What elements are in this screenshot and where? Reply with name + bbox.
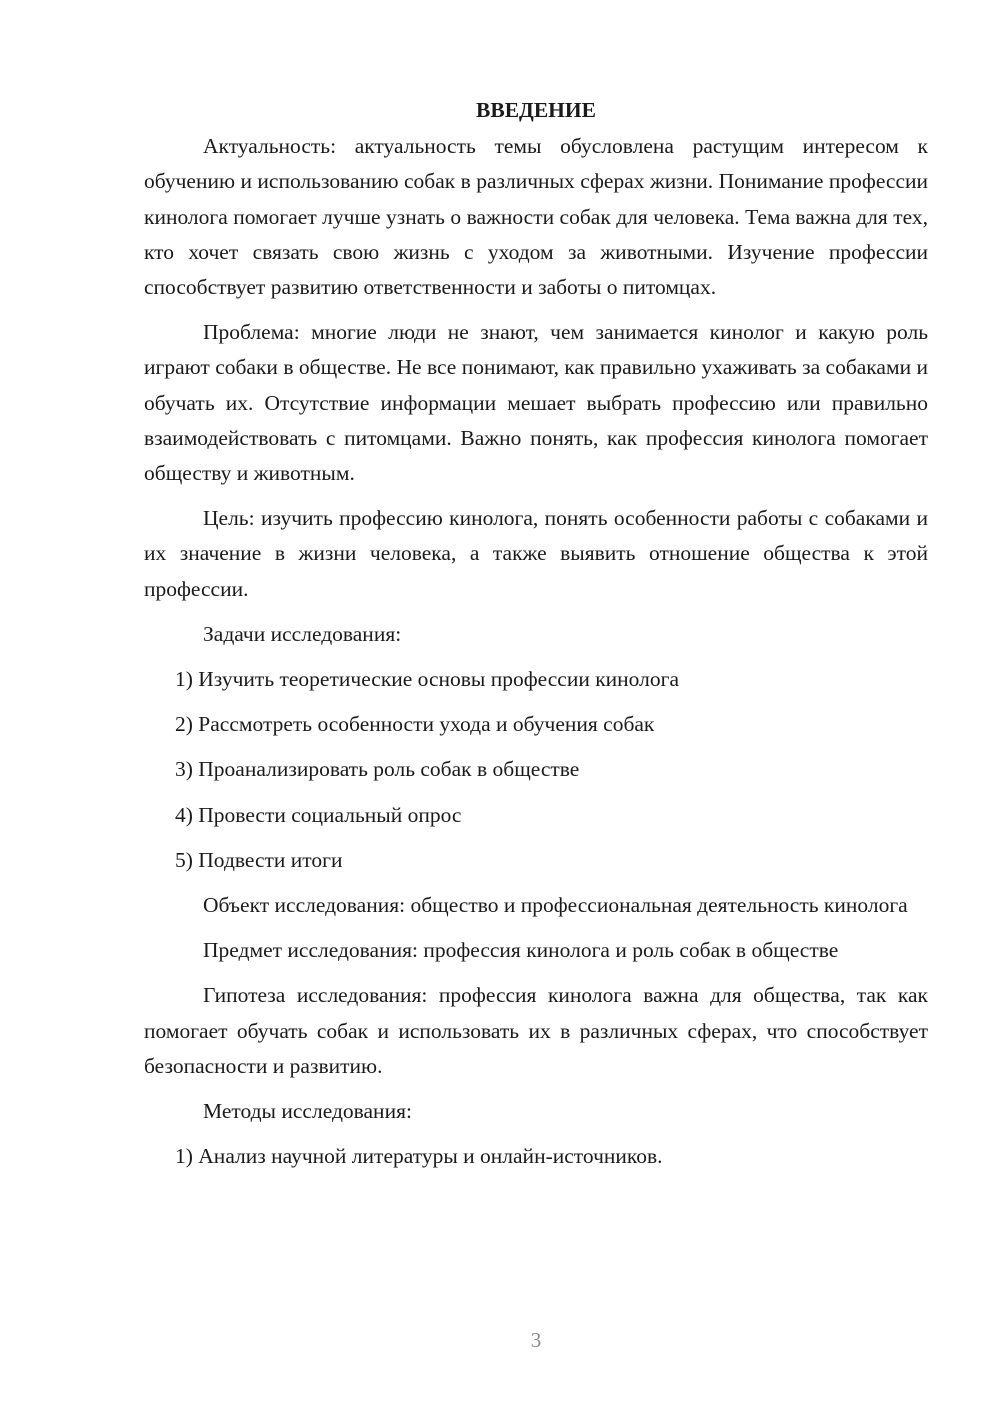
method-item: 1) Анализ научной литературы и онлайн-источников. [175, 1144, 663, 1169]
problem-paragraph: Проблема: многие люди не знают, чем занимается кинолог и какую роль играют собаки в обществе. Не все понимают, как правильно ухаживать за собаками и обучать их. Отсутствие информации мешает выбрать профессию или правильно взаимодействовать с питомцами. Важно понять, как профессия кинолога помогает обществу и животным. [144, 320, 928, 486]
goal-paragraph: Цель: изучить профессию кинолога, понять особенности работы с собаками и их значение в жизни человека, а также выявить отношение общества к этой профессии. [144, 506, 928, 601]
task-item: 1) Изучить теоретические основы профессии кинолога [175, 667, 679, 692]
subject-paragraph: Предмет исследования: профессия кинолога и роль собак в обществе [203, 938, 839, 963]
methods-label: Методы исследования: [203, 1099, 412, 1124]
task-item: 3) Проанализировать роль собак в обществе [175, 757, 580, 782]
relevance-paragraph: Актуальность: актуальность темы обусловлена растущим интересом к обучению и использованию собак в различных сферах жизни. Понимание профессии кинолога помогает лучше узнать о важности собак для человека. Тема важна для тех, кто хочет связать свою жизнь с уходом за животными. Изучение профессии способствует развитию ответственности и заботы о питомцах. [144, 134, 928, 300]
methods-list [144, 1139, 928, 1174]
page-content [144, 93, 928, 1184]
tasks-label: Задачи исследования: [203, 621, 402, 646]
tasks-list [144, 662, 928, 878]
page-number: 3 [530, 1328, 542, 1352]
hypothesis-paragraph: Гипотеза исследования: профессия кинолога важна для общества, так как помогает обучать собак и использовать их в различных сферах, что способствует безопасности и развитию. [144, 983, 928, 1078]
task-item: 5) Подвести итоги [175, 847, 343, 872]
section-title: ВВЕДЕНИЕ [476, 98, 596, 122]
object-paragraph: Объект исследования: общество и профессиональная деятельность кинолога [203, 893, 908, 918]
task-item: 4) Провести социальный опрос [175, 802, 462, 827]
task-item: 2) Рассмотреть особенности ухода и обучения собак [175, 712, 655, 737]
